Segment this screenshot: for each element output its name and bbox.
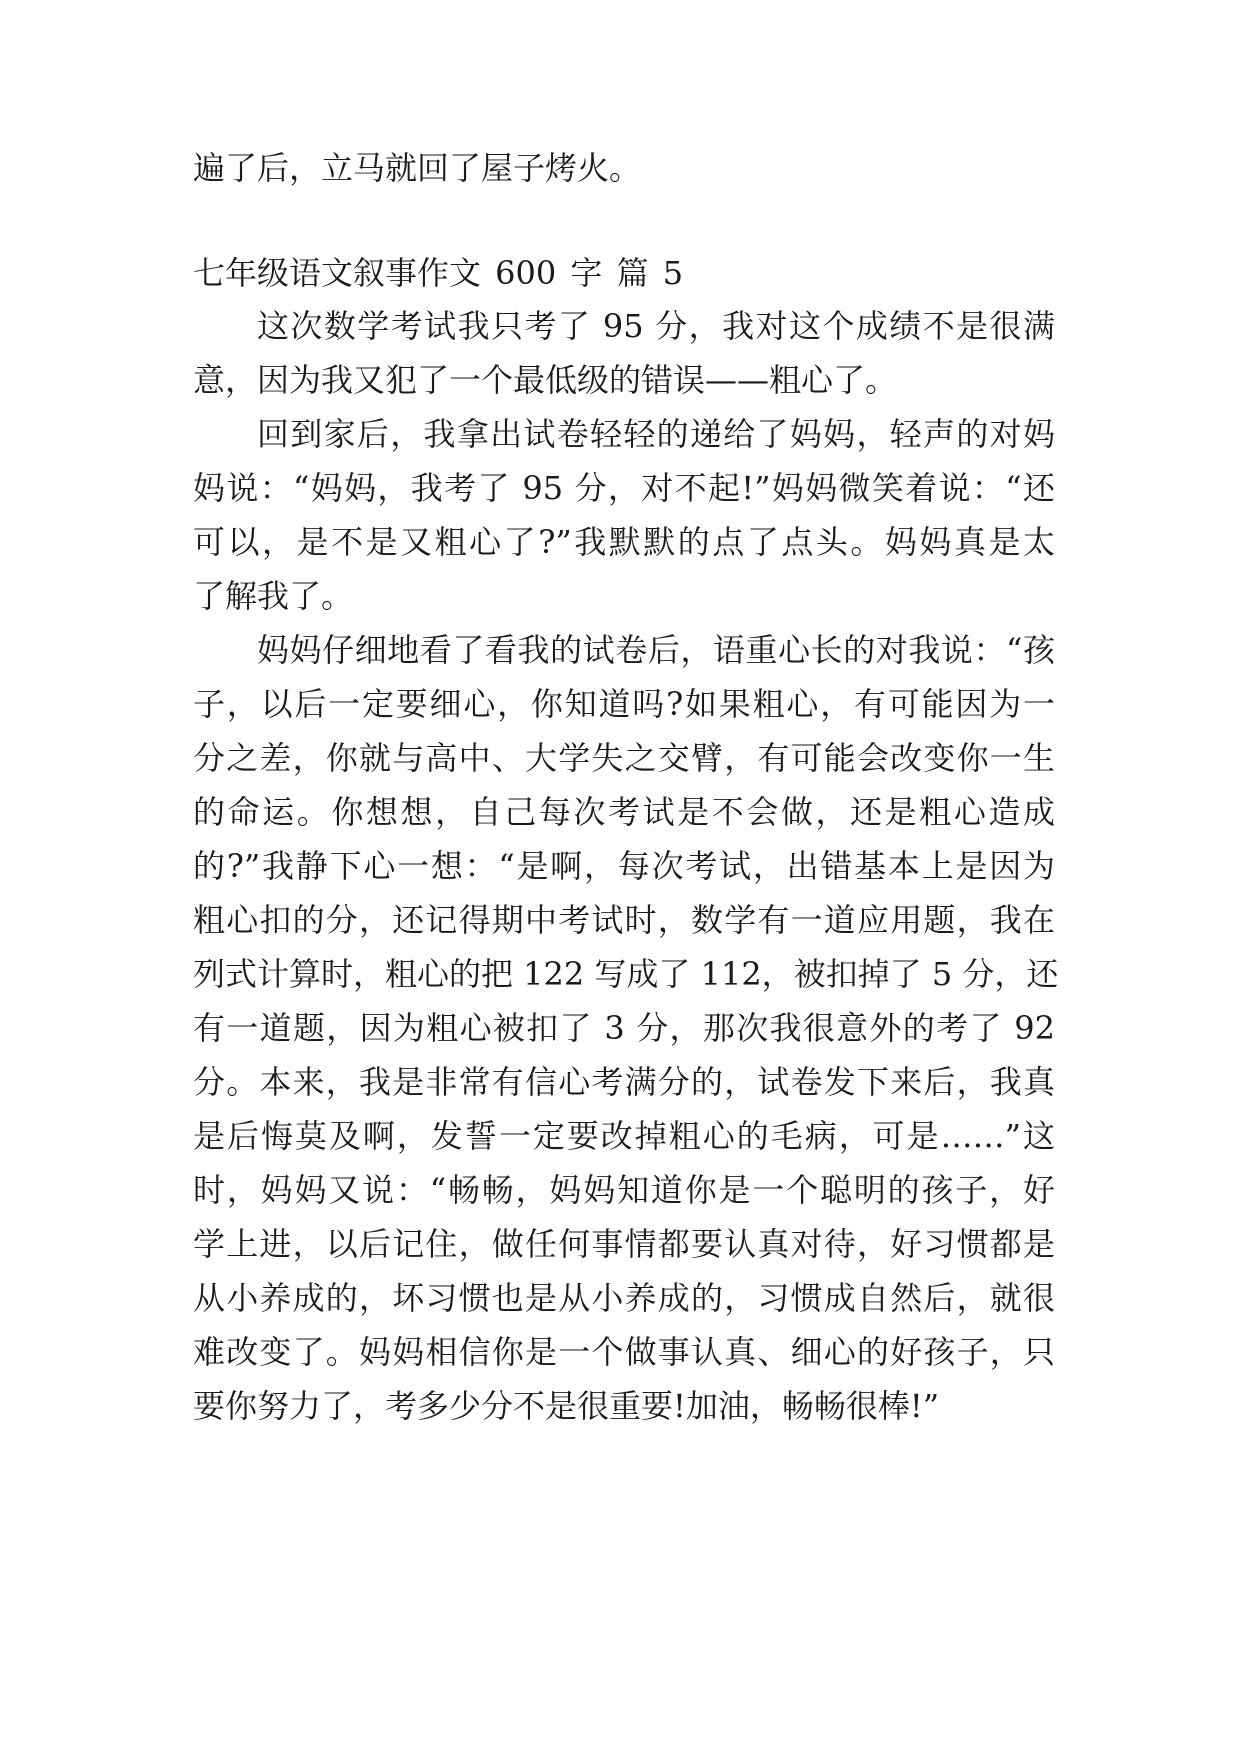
paragraph-2-line-2: 妈说：“妈妈，我考了 95 分，对不起!”妈妈微笑着说：“还 [193,469,1055,507]
paragraph-3-line-13: 从小养成的，坏习惯也是从小养成的，习惯成自然后，就很 [193,1279,1055,1317]
paragraph-3-line-10: 是后悔莫及啊，发誓一定要改掉粗心的毛病，可是……”这 [193,1117,1055,1155]
essay-heading: 七年级语文叙事作文 600 字 篇 5 [193,254,684,292]
paragraph-3-line-7: 列式计算时，粗心的把 122 写成了 112，被扣掉了 5 分，还 [193,955,1059,993]
paragraph-3-line-5: 的?”我静下心一想：“是啊，每次考试，出错基本上是因为 [193,847,1055,885]
paragraph-2-line-4: 了解我了。 [193,577,354,615]
paragraph-1-line-2: 意，因为我又犯了一个最低级的错误——粗心了。 [193,361,898,399]
paragraph-3-line-4: 的命运。你想想，自己每次考试是不会做，还是粗心造成 [193,793,1055,831]
paragraph-3-line-6: 粗心扣的分，还记得期中考试时，数学有一道应用题，我在 [193,901,1055,939]
paragraph-3-line-2: 子，以后一定要细心，你知道吗?如果粗心，有可能因为一 [193,685,1055,723]
paragraph-3-line-3: 分之差，你就与高中、大学失之交臂，有可能会改变你一生 [193,739,1055,777]
paragraph-3-line-1: 妈妈仔细地看了看我的试卷后，语重心长的对我说：“孩 [257,631,1055,669]
paragraph-3-line-9: 分。本来，我是非常有信心考满分的，试卷发下来后，我真 [193,1063,1055,1101]
paragraph-3-line-14: 难改变了。妈妈相信你是一个做事认真、细心的好孩子，只 [193,1333,1055,1371]
paragraph-3-line-15: 要你努力了，考多少分不是很重要!加油，畅畅很棒!” [193,1387,940,1425]
paragraph-3-line-11: 时，妈妈又说：“畅畅，妈妈知道你是一个聪明的孩子，好 [193,1171,1055,1209]
paragraph-1-line-1: 这次数学考试我只考了 95 分，我对这个成绩不是很满 [257,307,1055,345]
paragraph-3-line-12: 学上进，以后记住，做任何事情都要认真对待，好习惯都是 [193,1225,1055,1263]
paragraph-3-line-8: 有一道题，因为粗心被扣了 3 分，那次我很意外的考了 92 [193,1009,1055,1047]
text-line-continued: 遍了后，立马就回了屋子烤火。 [193,149,642,187]
paragraph-2-line-1: 回到家后，我拿出试卷轻轻的递给了妈妈，轻声的对妈 [257,415,1055,453]
paragraph-2-line-3: 可以，是不是又粗心了?”我默默的点了点头。妈妈真是太 [193,523,1055,561]
